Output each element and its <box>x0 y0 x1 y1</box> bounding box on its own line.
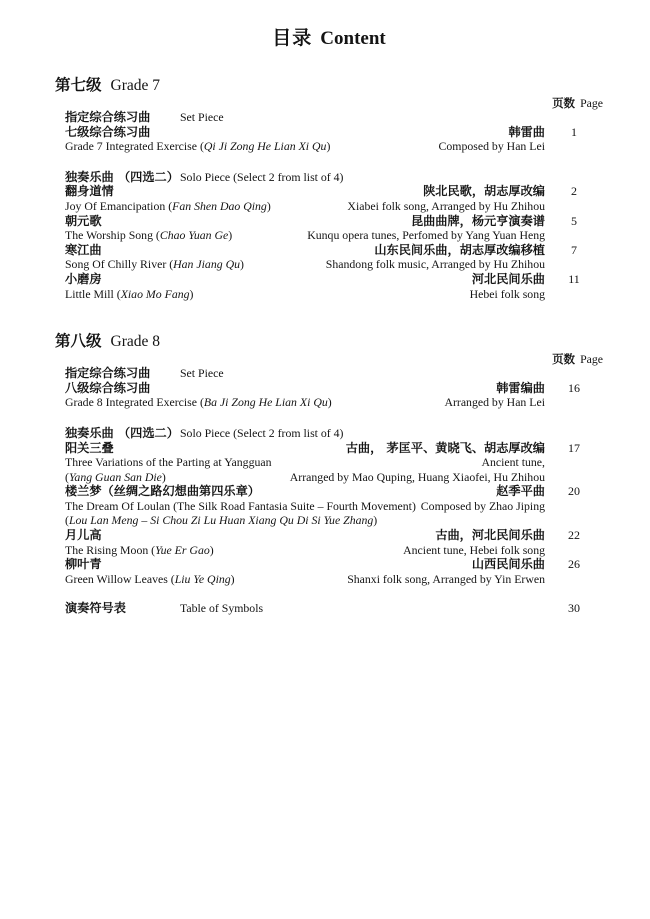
song-row-en <box>55 543 603 558</box>
page-header-zh: 页数 <box>552 96 576 110</box>
song-row-en <box>55 139 603 154</box>
table-of-symbols-en: Table of Symbols <box>180 601 264 616</box>
song-title-en-post: ) <box>239 257 244 272</box>
song-title-en-pre: The Dream Of Loulan (The Silk Road Fantasia Suite – Fourth Movement) <box>65 498 416 513</box>
song-title-en-post: ) <box>266 198 271 213</box>
attribution: 陕北民歌，胡志厚改编 <box>423 184 545 199</box>
row-main <box>55 528 435 543</box>
row-main <box>55 170 545 185</box>
attribution: 河北民间乐曲 <box>471 271 545 286</box>
attribution: 韩雷编曲 <box>496 380 545 395</box>
section-header <box>55 76 603 95</box>
attribution: 山西民间乐曲 <box>471 557 545 572</box>
group-label-en: Solo Piece (Select 2 from list of 4) <box>180 169 344 184</box>
attribution: Kunqu opera tunes, Perfomed by Yang Yuan Heng <box>307 228 545 243</box>
row-main <box>55 228 307 243</box>
song-title-en-pre: ( <box>65 513 69 528</box>
page-title-en: Content <box>320 28 386 49</box>
row-main <box>55 499 421 514</box>
attribution: Hebei folk song <box>469 286 545 301</box>
row-main <box>55 272 472 287</box>
song-title-en-pre: Three Variations of the Parting at Yangguan <box>65 455 272 470</box>
section-title-zh: 第八级 <box>55 332 102 351</box>
song-title-pinyin: Ba Ji Zong He Lian Xi Qu <box>203 395 328 410</box>
row-main <box>55 470 290 485</box>
attribution: Shandong folk music, Arranged by Hu Zhihou <box>325 257 545 272</box>
song-row-zh <box>55 484 603 499</box>
row-spacer <box>55 154 603 170</box>
group-label-row <box>55 170 603 185</box>
song-title-zh: 朝元歌 <box>65 213 102 228</box>
song-title-pinyin: Xiao Mo Fang <box>120 286 190 301</box>
song-title-en-pre: Green Willow Leaves ( <box>65 571 175 586</box>
attribution: Shanxi folk song, Arranged by Yin Erwen <box>347 571 545 586</box>
song-row-en <box>55 513 603 528</box>
row-main <box>55 243 374 258</box>
song-row-en <box>55 395 603 410</box>
group-label-en: Set Piece <box>180 110 224 124</box>
row-main <box>55 426 545 441</box>
row-main <box>55 139 439 154</box>
song-title-zh: 七级综合练习曲 <box>65 124 151 139</box>
attribution: 韩雷曲 <box>508 124 545 139</box>
song-title-zh: 月儿高 <box>65 528 102 543</box>
song-title-zh: 八级综合练习曲 <box>65 380 151 395</box>
attribution: 赵季平曲 <box>496 484 545 499</box>
page-number: 1 <box>571 124 577 139</box>
row-main <box>55 257 326 272</box>
song-title-en-post: ) <box>327 395 332 410</box>
song-title-pinyin: Yue Er Gao <box>155 542 210 557</box>
song-title-en-post: ) <box>189 286 194 301</box>
song-row-en <box>55 470 603 485</box>
page-number: 30 <box>568 601 580 616</box>
song-row-zh <box>55 214 603 229</box>
song-title-en-pre: The Worship Song ( <box>65 228 160 243</box>
song-title-en-post: ) <box>373 513 378 528</box>
group-label-row <box>55 110 603 125</box>
row-main <box>55 287 470 302</box>
song-title-zh: 翻身道情 <box>65 184 114 199</box>
page-title <box>55 26 603 51</box>
song-row-en <box>55 228 603 243</box>
attribution: Arranged by Mao Quping, Huang Xiaofei, Hu Zhihou <box>289 469 545 484</box>
row-main <box>55 513 545 528</box>
row-main <box>55 366 545 381</box>
song-title-en-post: ) <box>230 571 235 586</box>
song-title-en-pre: Grade 8 Integrated Exercise ( <box>65 395 204 410</box>
song-row-zh <box>55 557 603 572</box>
song-row-zh <box>55 441 603 456</box>
section-grade7 <box>55 76 603 301</box>
row-main <box>55 572 347 587</box>
section-title-en: Grade 7 <box>110 77 161 94</box>
song-row-en <box>55 572 603 587</box>
table-of-symbols-row <box>55 601 603 616</box>
attribution: 古曲， 茅匡平、黄晓飞、胡志厚改编 <box>345 440 545 455</box>
page-number: 11 <box>568 271 580 286</box>
section-header <box>55 332 603 351</box>
page-number: 2 <box>571 184 577 199</box>
song-title-en-post: ) <box>161 469 166 484</box>
row-spacer <box>55 410 603 426</box>
song-row-en <box>55 499 603 514</box>
song-row-en <box>55 455 603 470</box>
section-title-zh: 第七级 <box>55 76 102 94</box>
song-title-zh: 楼兰梦（丝绸之路幻想曲第四乐章） <box>65 484 260 499</box>
section-grade8 <box>55 332 603 586</box>
group-label-en: Set Piece <box>180 366 224 381</box>
attribution: Composed by Zhao Jiping <box>420 498 545 513</box>
song-title-en-post: ) <box>209 542 214 557</box>
song-title-en-pre: Grade 7 Integrated Exercise ( <box>65 139 204 154</box>
song-title-pinyin: Han Jiang Qu <box>173 257 240 272</box>
attribution: Ancient tune, <box>481 455 545 470</box>
row-main <box>55 214 411 229</box>
song-title-en-pre: ( <box>65 469 69 484</box>
song-row-en <box>55 257 603 272</box>
page-number: 16 <box>568 380 580 395</box>
song-row-zh <box>55 184 603 199</box>
page-number: 17 <box>568 440 580 455</box>
attribution: 昆曲曲牌，杨元亨演奏谱 <box>410 213 545 228</box>
song-title-en-pre: The Rising Moon ( <box>65 542 156 557</box>
section-title-en: Grade 8 <box>110 333 161 351</box>
song-row-en <box>55 287 603 302</box>
toc-sections <box>55 76 603 586</box>
page-header-en: Page <box>580 96 603 110</box>
group-label-zh: 独奏乐曲 （四选二） <box>65 425 179 440</box>
song-title-en-post: ) <box>228 228 233 243</box>
group-label-en: Solo Piece (Select 2 from list of 4) <box>180 425 344 440</box>
page-header-en: Page <box>580 352 603 367</box>
song-title-pinyin: Lou Lan Meng – Si Chou Zi Lu Huan Xiang Qu Di Si Yue Zhang <box>68 513 374 528</box>
attribution: 古曲，河北民间乐曲 <box>435 528 545 543</box>
page-number: 26 <box>568 557 580 572</box>
song-row-zh <box>55 272 603 287</box>
row-main <box>55 199 347 214</box>
song-title-pinyin: Liu Ye Qing <box>174 571 231 586</box>
attribution: Ancient tune, Hebei folk song <box>403 542 545 557</box>
row-main <box>55 381 496 396</box>
row-main <box>55 110 545 125</box>
song-title-zh: 寒江曲 <box>65 242 102 257</box>
row-main <box>55 543 403 558</box>
row-main <box>55 395 444 410</box>
table-of-symbols-zh: 演奏符号表 <box>65 601 126 616</box>
row-main <box>55 441 346 456</box>
page-title-zh: 目录 <box>272 27 313 49</box>
attribution: Composed by Han Lei <box>438 139 545 154</box>
row-main <box>55 557 472 572</box>
song-title-en-post: ) <box>326 139 331 154</box>
group-label-zh: 指定综合练习曲 <box>65 110 151 124</box>
row-main <box>55 484 496 499</box>
group-label-zh: 独奏乐曲 （四选二） <box>65 169 179 184</box>
attribution: 山东民间乐曲，胡志厚改编移植 <box>374 242 545 257</box>
page-number: 5 <box>571 213 577 228</box>
song-title-pinyin: Qi Ji Zong He Lian Xi Qu <box>203 139 327 154</box>
song-row-zh <box>55 243 603 258</box>
group-label-row <box>55 426 603 441</box>
song-row-en <box>55 199 603 214</box>
song-title-zh: 阳关三叠 <box>65 440 114 455</box>
row-main <box>55 184 423 199</box>
attribution: Xiabei folk song, Arranged by Hu Zhihou <box>347 198 545 213</box>
page-column-header <box>55 353 603 366</box>
page-number: 20 <box>568 484 580 499</box>
page-header-zh: 页数 <box>552 352 576 367</box>
song-row-zh <box>55 528 603 543</box>
row-main <box>55 125 508 140</box>
song-title-pinyin: Chao Yuan Ge <box>159 228 229 243</box>
song-title-en-pre: Joy Of Emancipation ( <box>65 198 173 213</box>
group-label-row <box>55 366 603 381</box>
song-title-pinyin: Yang Guan San Die <box>68 469 162 484</box>
song-row-zh <box>55 125 603 140</box>
page-column-header <box>55 97 603 110</box>
song-title-pinyin: Fan Shen Dao Qing <box>172 198 267 213</box>
song-title-en-pre: Little Mill ( <box>65 286 121 301</box>
song-row-zh <box>55 381 603 396</box>
page-number: 22 <box>568 528 580 543</box>
group-label-zh: 指定综合练习曲 <box>65 366 151 381</box>
song-title-zh: 小磨房 <box>65 271 102 286</box>
song-title-zh: 柳叶青 <box>65 557 102 572</box>
row-main <box>55 455 481 470</box>
attribution: Arranged by Han Lei <box>444 395 545 410</box>
song-title-en-pre: Song Of Chilly River ( <box>65 257 174 272</box>
row-main <box>55 601 545 616</box>
page-number: 7 <box>571 242 577 257</box>
